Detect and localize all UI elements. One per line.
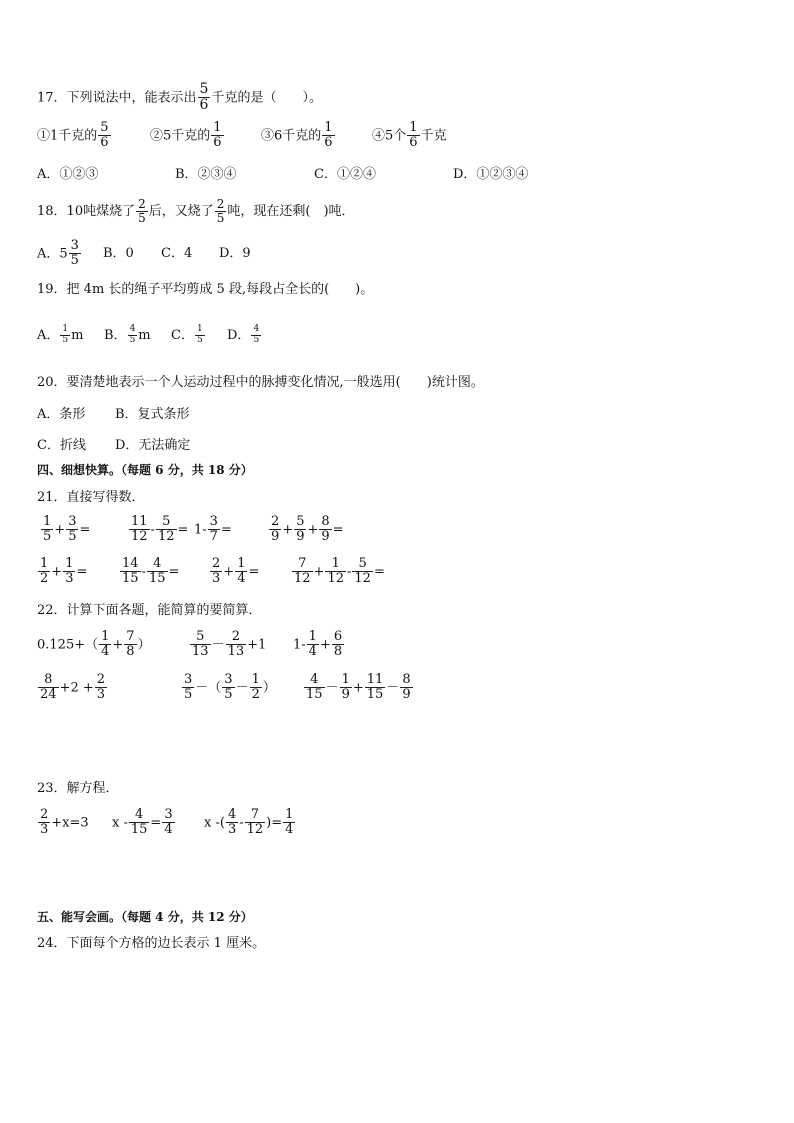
fraction: $\frac{2}{13}$ (227, 629, 245, 660)
q22-expression-b: $\frac{5}{13}$ － $\frac{2}{13}$ +1 (192, 629, 267, 660)
fraction: $\frac{1}{5}$ (62, 324, 69, 345)
section-4-heading: 四、细想快算。（每题 6 分，共 18 分） (37, 463, 253, 477)
q21-expression: $\frac{2}{3}$ + $\frac{1}{4}$ = (212, 556, 260, 587)
fraction: $\frac{2}{9}$ (271, 514, 280, 545)
q23-equation-1: $\frac{2}{3}$ +x=3 (40, 807, 89, 838)
fraction: $\frac{6}{8}$ (333, 629, 343, 660)
fraction: $\frac{3}{4}$ (164, 807, 173, 838)
q18-stem: 18．10吨煤烧了 $\frac{2}{5}$ 后，又烧了 $\frac{2}{5}$ 吨，现在还剩( )吨． (37, 197, 355, 226)
q21-expression: $\frac{11}{12}$ - $\frac{5}{12}$ = (131, 514, 189, 545)
fraction: $\frac{14}{15}$ (122, 556, 139, 587)
q23-stem: 23．解方程． (37, 781, 119, 796)
fraction: $\frac{2}{3}$ (212, 556, 221, 587)
fraction: $\frac{11}{15}$ (366, 672, 384, 703)
q19-options (37, 325, 262, 346)
fraction: $\frac{8}{9}$ (321, 514, 330, 545)
q22-expression-a: 0.125+（ $\frac{1}{4}$ + $\frac{7}{8}$ ） (37, 629, 151, 660)
q18-option-c: C．4 (161, 246, 193, 262)
q21-stem: 21．直接写得数． (37, 490, 145, 505)
q17-item-4: ④5个 $\frac{1}{6}$ 千克 (372, 120, 447, 151)
fraction: $\frac{1}{6}$ (213, 120, 222, 151)
fraction: $\frac{5}{12}$ (354, 556, 371, 587)
fraction: $\frac{7}{8}$ (126, 629, 135, 660)
fraction: $\frac{5}{6}$ (199, 81, 209, 114)
fraction: $\frac{5}{9}$ (296, 514, 305, 545)
fraction: $\frac{3}{5}$ (224, 672, 233, 703)
fraction: $\frac{8}{9}$ (402, 672, 411, 703)
q18-option-d: D．9 (219, 246, 251, 262)
q23-equation-2: x - $\frac{4}{15}$ = $\frac{3}{4}$ (112, 807, 173, 838)
fraction: $\frac{2}{5}$ (216, 197, 225, 226)
q17-option-a: A．①②③ (37, 167, 99, 182)
fraction: $\frac{4}{15}$ (130, 807, 148, 838)
q20-options-row2 (37, 439, 190, 452)
q23-equation-3: x -( $\frac{4}{3}$ - $\frac{7}{12}$ )= $\frac{1}{4}$ (204, 807, 294, 838)
fraction: $\frac{1}{4}$ (285, 807, 294, 838)
q20-option-d: D．无法确定 (115, 438, 191, 453)
q24-stem: 24．下面每个方格的边长表示 1 厘米。 (37, 936, 266, 951)
fraction: $\frac{3}{5}$ (184, 672, 193, 703)
fraction: $\frac{4}{5}$ (253, 324, 260, 345)
q18-option-a: A．5 $\frac{3}{5}$ (37, 238, 79, 269)
fraction: $\frac{3}{5}$ (68, 514, 77, 545)
fraction: $\frac{1}{2}$ (251, 672, 260, 703)
q19-option-a: A． $\frac{1}{5}$ m (37, 324, 84, 345)
q20-option-b: B．复式条形 (115, 407, 190, 422)
fraction: $\frac{5}{13}$ (192, 629, 209, 660)
fraction: $\frac{4}{15}$ (306, 672, 323, 703)
fraction: $\frac{5}{12}$ (157, 514, 175, 545)
q17-option-c: C．①②④ (314, 167, 376, 182)
q20-stem: 20．要清楚地表示一个人运动过程中的脉搏变化情况,一般选用( )统计图。 (37, 375, 484, 390)
q19-option-b: B． $\frac{4}{5}$ m (104, 324, 151, 345)
fraction: $\frac{1}{5}$ (43, 514, 52, 545)
q18-option-b: B．0 (103, 246, 134, 262)
q17-item-1: ①1千克的 $\frac{5}{6}$ (37, 120, 109, 151)
fraction: $\frac{5}{6}$ (100, 120, 109, 151)
q17-option-d: D．①②③④ (453, 167, 529, 182)
fraction: $\frac{8}{24}$ (40, 672, 57, 703)
fraction: $\frac{1}{4}$ (237, 556, 246, 587)
q21-row-2 (37, 557, 385, 587)
fraction: $\frac{4}{15}$ (148, 556, 166, 587)
fraction: $\frac{1}{2}$ (40, 556, 49, 587)
fraction: $\frac{7}{12}$ (246, 807, 264, 838)
q22-row-1 (37, 630, 345, 660)
fraction: $\frac{1}{4}$ (308, 629, 317, 660)
section-5-heading: 五、能写会画。（每题 4 分，共 12 分） (37, 910, 253, 924)
q17-option-b: B．②③④ (175, 167, 237, 182)
fraction: $\frac{3}{7}$ (209, 514, 218, 545)
fraction: $\frac{1}{12}$ (327, 556, 344, 587)
q21-expression: $\frac{14}{15}$ - $\frac{4}{15}$ = (122, 556, 180, 587)
fraction: $\frac{3}{5}$ (70, 238, 79, 269)
q22-expression-c: 1- $\frac{1}{4}$ + $\frac{6}{8}$ (293, 629, 343, 660)
q21-expression: $\frac{2}{9}$ + $\frac{5}{9}$ + $\frac{8}{9}$ = (271, 514, 344, 545)
fraction: $\frac{4}{5}$ (129, 324, 136, 345)
fraction: $\frac{7}{12}$ (294, 556, 311, 587)
fraction: $\frac{1}{5}$ (196, 324, 203, 345)
fraction: $\frac{1}{6}$ (409, 120, 418, 151)
q17-item-2: ②5千克的 $\frac{1}{6}$ (150, 120, 222, 151)
q21-expression: $\frac{1}{5}$ + $\frac{3}{5}$ = (43, 514, 91, 545)
fraction: $\frac{2}{3}$ (96, 672, 106, 703)
q19-option-c: C． $\frac{1}{5}$ (171, 324, 203, 345)
q21-row-1 (40, 515, 344, 545)
q20-option-c: C．折线 (37, 438, 86, 453)
fraction: $\frac{2}{5}$ (138, 197, 146, 226)
q18-options (37, 239, 251, 269)
q22-expression-d: $\frac{8}{24}$ +2 + $\frac{2}{3}$ (40, 672, 106, 703)
q19-option-d: D． $\frac{4}{5}$ (227, 324, 260, 345)
q22-row-2 (37, 673, 414, 703)
fraction: $\frac{1}{4}$ (101, 629, 110, 660)
q20-option-a: A．条形 (37, 407, 86, 422)
fraction: $\frac{11}{12}$ (131, 514, 148, 545)
q22-stem: 22．计算下面各题，能简算的要简算． (37, 603, 262, 618)
fraction: $\frac{2}{3}$ (40, 807, 49, 838)
q17-options (37, 168, 528, 181)
q23-equations (37, 808, 296, 838)
q17-item-3: ③6千克的 $\frac{1}{6}$ (261, 120, 333, 151)
q21-expression: $\frac{7}{12}$ + $\frac{1}{12}$ - $\frac{5}{12}$ = (294, 556, 385, 587)
fraction: $\frac{1}{9}$ (341, 672, 350, 703)
q20-options-row1 (37, 408, 190, 421)
fraction: $\frac{1}{3}$ (65, 556, 74, 587)
q21-expression: 1- $\frac{3}{7}$ = (194, 514, 232, 545)
q22-expression-f: $\frac{4}{15}$ － $\frac{1}{9}$ + $\frac{11}{15}$ － $\frac{8}{9}$ (306, 672, 411, 703)
q17-items (37, 121, 447, 151)
q21-expression: $\frac{1}{2}$ + $\frac{1}{3}$ = (40, 556, 88, 587)
q19-stem: 19．把 4m 长的绳子平均剪成 5 段,每段占全长的( )。 (37, 282, 374, 297)
q22-expression-e: $\frac{3}{5}$ －（ $\frac{3}{5}$ － $\frac{1}{2}$ ） (184, 672, 276, 703)
q17-stem: 17．下列说法中，能表示出 $\frac{5}{6}$ 千克的是（ ）。 (37, 81, 322, 114)
fraction: $\frac{1}{6}$ (324, 120, 333, 151)
fraction: $\frac{4}{3}$ (227, 807, 237, 838)
